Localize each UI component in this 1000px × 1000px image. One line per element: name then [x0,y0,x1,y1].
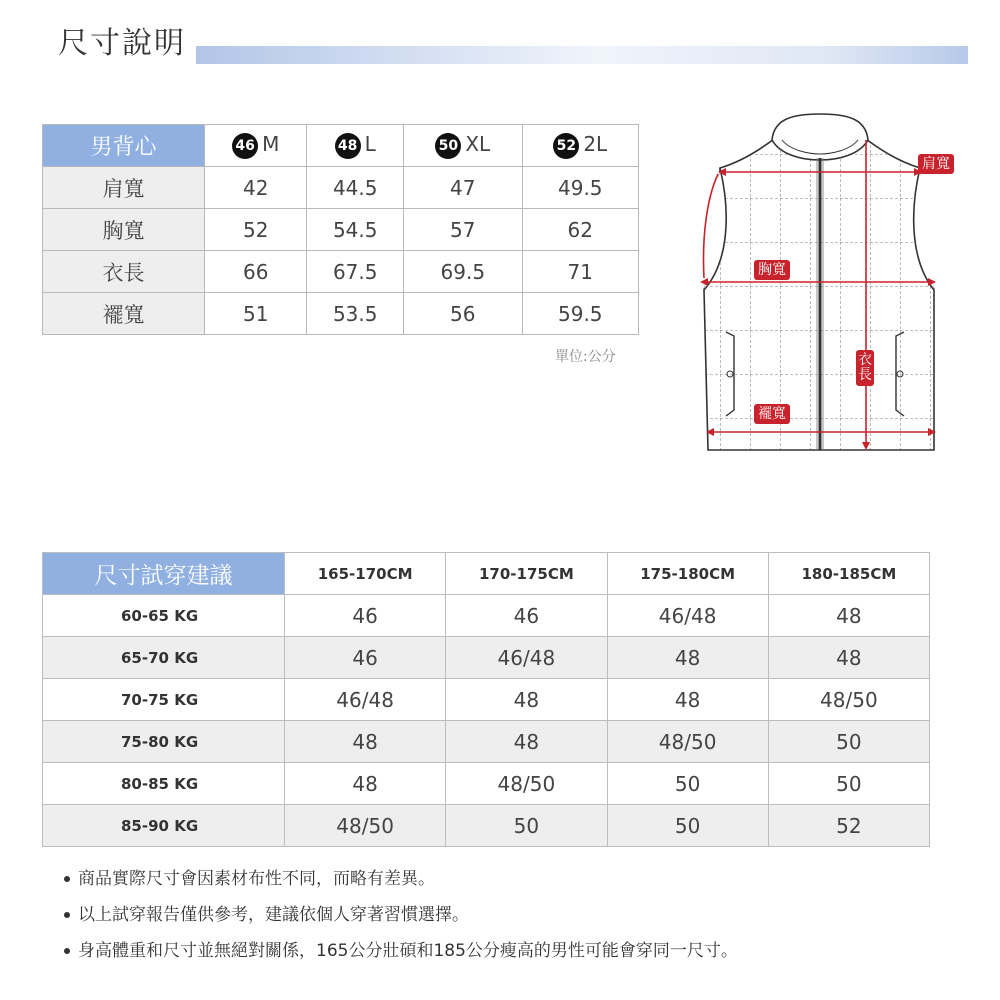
height-header: 165-170CM [285,553,446,595]
fit-cell: 48 [768,595,929,637]
size-header-xl [404,125,523,167]
spec-cell: 47 [404,167,523,209]
fit-cell: 46 [285,637,446,679]
fit-cell: 50 [607,805,768,847]
spec-cell: 51 [205,293,307,335]
height-header: 175-180CM [607,553,768,595]
shoulder-tag: 肩寬 [918,154,954,174]
spec-row-label: 衣長 [43,251,205,293]
spec-header-row [43,125,639,167]
fit-cell: 48/50 [607,721,768,763]
notes-list [64,862,738,970]
fit-cell: 50 [446,805,607,847]
fit-row [43,721,930,763]
size-label: XL [465,132,491,157]
fit-header-row [43,553,930,595]
size-badge: 46 [232,133,258,159]
fit-row [43,595,930,637]
fit-cell: 52 [768,805,929,847]
spec-header-label: 男背心 [43,125,205,167]
note-item: 身高體重和尺寸並無絕對關係，165公分壯碩和185公分瘦高的男性可能會穿同一尺寸。 [64,934,738,970]
fit-cell: 46/48 [607,595,768,637]
spec-cell: 52 [205,209,307,251]
weight-label: 80-85 KG [43,763,285,805]
size-label: L [364,132,376,157]
spec-row-label: 襬寬 [43,293,205,335]
fit-cell: 48 [446,679,607,721]
fit-row [43,805,930,847]
fit-cell: 48 [285,721,446,763]
weight-label: 85-90 KG [43,805,285,847]
fit-cell: 50 [768,721,929,763]
spec-row-length [43,251,639,293]
height-header: 180-185CM [768,553,929,595]
weight-label: 70-75 KG [43,679,285,721]
fit-cell: 48 [446,721,607,763]
spec-cell: 71 [522,251,638,293]
unit-note: 單位:公分 [555,349,616,365]
spec-cell: 53.5 [307,293,404,335]
fit-row [43,637,930,679]
length-tag: 衣長 [856,350,874,386]
weight-label: 60-65 KG [43,595,285,637]
spec-cell: 57 [404,209,523,251]
size-badge: 50 [435,133,461,159]
fit-recommendation-table [42,552,930,847]
fit-cell: 50 [768,763,929,805]
fit-cell: 48/50 [446,763,607,805]
fit-cell: 48 [768,637,929,679]
spec-cell: 69.5 [404,251,523,293]
spec-cell: 54.5 [307,209,404,251]
spec-cell: 62 [522,209,638,251]
fit-cell: 48 [285,763,446,805]
fit-cell: 46/48 [446,637,607,679]
fit-row [43,679,930,721]
size-spec-table [42,124,639,335]
size-header-2l [522,125,638,167]
spec-cell: 66 [205,251,307,293]
height-header: 170-175CM [446,553,607,595]
fit-cell: 46 [446,595,607,637]
spec-cell: 59.5 [522,293,638,335]
size-header-l [307,125,404,167]
spec-row-shoulder [43,167,639,209]
fit-cell: 50 [607,763,768,805]
spec-cell: 49.5 [522,167,638,209]
fit-header-label: 尺寸試穿建議 [43,553,285,595]
fit-cell: 46 [285,595,446,637]
fit-cell: 46/48 [285,679,446,721]
weight-label: 75-80 KG [43,721,285,763]
page-title: 尺寸說明 [40,22,196,66]
spec-cell: 56 [404,293,523,335]
spec-row-chest [43,209,639,251]
fit-row [43,763,930,805]
hem-tag: 襬寬 [754,404,790,424]
size-label: M [262,132,280,157]
spec-cell: 67.5 [307,251,404,293]
size-badge: 48 [335,133,361,159]
note-item: 以上試穿報告僅供參考，建議依個人穿著習慣選擇。 [64,898,738,934]
weight-label: 65-70 KG [43,637,285,679]
size-badge: 52 [553,133,579,159]
spec-cell: 42 [205,167,307,209]
spec-cell: 44.5 [307,167,404,209]
size-label: 2L [583,132,608,157]
spec-row-label: 胸寬 [43,209,205,251]
fit-cell: 48/50 [285,805,446,847]
fit-cell: 48/50 [768,679,929,721]
vest-diagram [690,110,970,460]
note-item: 商品實際尺寸會因素材布性不同，而略有差異。 [64,862,738,898]
chest-tag: 胸寬 [754,260,790,280]
fit-cell: 48 [607,679,768,721]
size-header-m [205,125,307,167]
spec-row-label: 肩寬 [43,167,205,209]
spec-row-hem [43,293,639,335]
fit-cell: 48 [607,637,768,679]
